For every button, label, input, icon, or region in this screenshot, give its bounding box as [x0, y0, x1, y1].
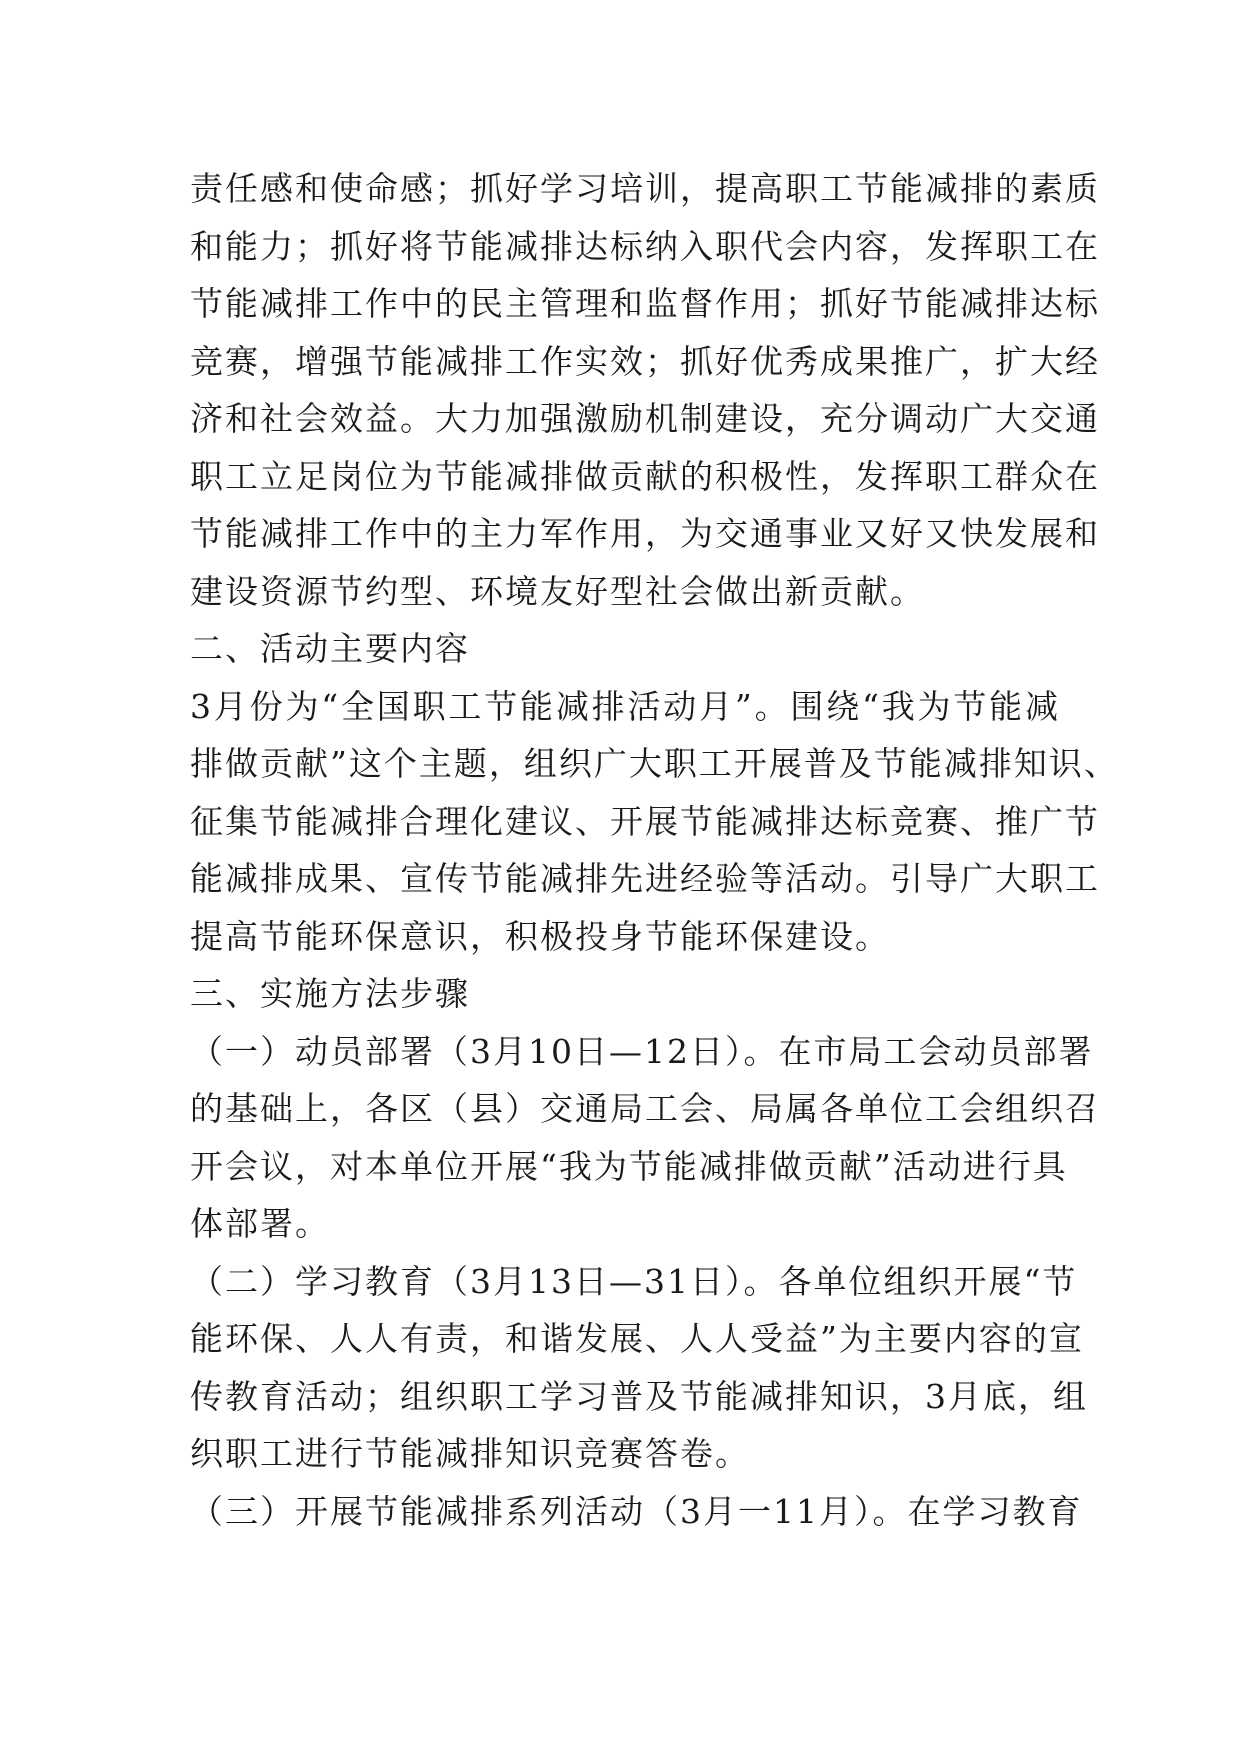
- text-line: 的基础上，各区（县）交通局工会、局属各单位工会组织召: [190, 1089, 1100, 1128]
- text-line: 济和社会效益。大力加强激励机制建设，充分调动广大交通: [190, 399, 1100, 438]
- text-line: 能环保、人人有责，和谐发展、人人受益”为主要内容的宣: [190, 1319, 1084, 1358]
- section-heading: 三、实施方法步骤: [190, 974, 470, 1013]
- text-line: 体部署。: [190, 1204, 330, 1243]
- text-line: 开会议，对本单位开展“我为节能减排做贡献”活动进行具: [190, 1146, 1068, 1186]
- text-line: 织职工进行节能减排知识竞赛答卷。: [190, 1434, 750, 1473]
- text-line: （二）学习教育（3月13日—31日）。各单位组织开展“节: [190, 1261, 1078, 1301]
- text-line: 节能减排工作中的主力军作用，为交通事业又好又快发展和: [190, 514, 1100, 553]
- text-line: 竞赛，增强节能减排工作实效；抓好优秀成果推广，扩大经: [190, 341, 1100, 381]
- document-body: [190, 160, 1119, 1540]
- text-line: 提高节能环保意识，积极投身节能环保建设。: [190, 916, 890, 956]
- text-line: 征集节能减排合理化建议、开展节能减排达标竞赛、推广节: [190, 801, 1100, 841]
- text-line: （一）动员部署（3月10日—12日）。在市局工会动员部署: [190, 1031, 1094, 1071]
- text-line: 建设资源节约型、环境友好型社会做出新贡献。: [190, 571, 925, 611]
- section-heading: 二、活动主要内容: [190, 629, 470, 668]
- text-line: 责任感和使命感；抓好学习培训，提高职工节能减排的素质: [190, 169, 1100, 208]
- text-line: 传教育活动；组织职工学习普及节能减排知识，3月底，组: [190, 1376, 1088, 1416]
- text-line: 和能力；抓好将节能减排达标纳入职代会内容，发挥职工在: [190, 226, 1100, 266]
- text-line: 排做贡献”这个主题，组织广大职工开展普及节能减排知识、: [190, 744, 1119, 783]
- text-line: 能减排成果、宣传节能减排先进经验等活动。引导广大职工: [190, 859, 1100, 898]
- text-line: 节能减排工作中的民主管理和监督作用；抓好节能减排达标: [190, 284, 1100, 323]
- text-line: （三）开展节能减排系列活动（3月一11月）。在学习教育: [190, 1491, 1083, 1531]
- text-line: 3月份为“全国职工节能减排活动月”。围绕“我为节能减: [190, 686, 1060, 726]
- text-line: 职工立足岗位为节能减排做贡献的积极性，发挥职工群众在: [190, 456, 1100, 496]
